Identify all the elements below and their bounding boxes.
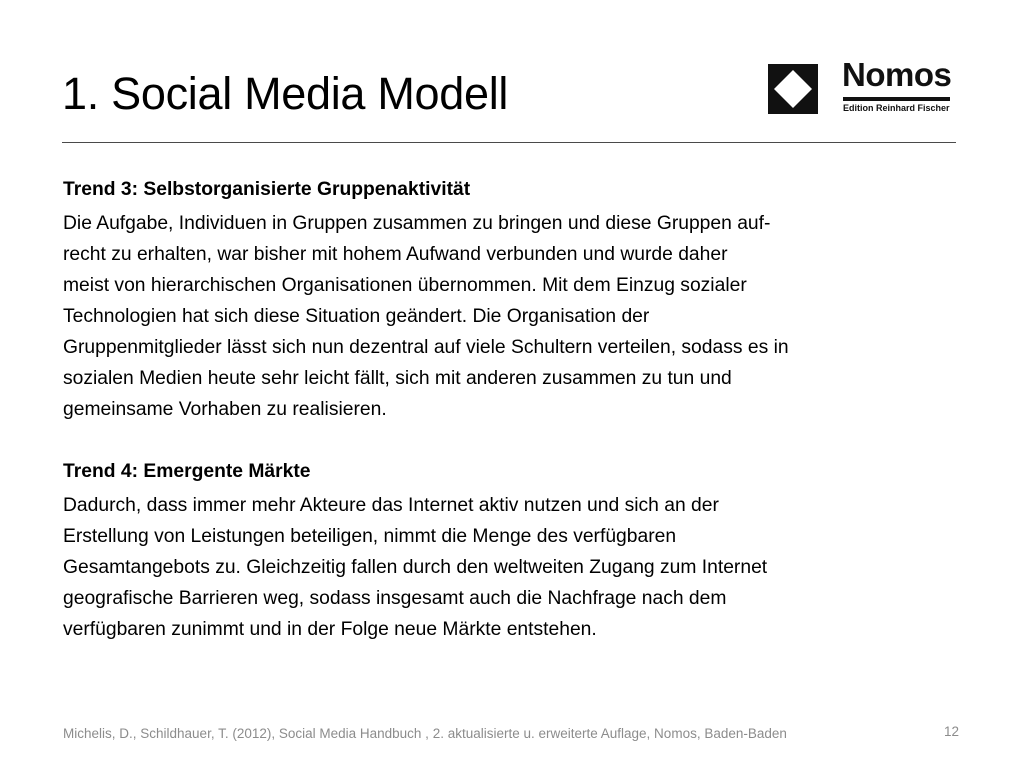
section-trend-3 [63, 174, 953, 425]
nomos-logo [768, 56, 958, 118]
paragraph-line: Technologien hat sich diese Situation geändert. Die Organisation der [63, 306, 650, 327]
paragraph-line: Dadurch, dass immer mehr Akteure das Internet aktiv nutzen und sich an der [63, 495, 719, 516]
paragraph-line: sozialen Medien heute sehr leicht fällt, sich mit anderen zusammen zu tun und [63, 368, 732, 389]
section-heading: Trend 4: Emergente Märkte [63, 461, 311, 482]
section-trend-4 [63, 456, 953, 645]
logo-underline [843, 97, 950, 101]
section-paragraph [63, 208, 953, 425]
title-divider [62, 142, 956, 143]
section-heading: Trend 3: Selbstorganisierte Gruppenaktivität [63, 179, 471, 200]
paragraph-line: recht zu erhalten, war bisher mit hohem Aufwand verbunden und wurde daher [63, 244, 728, 265]
paragraph-line: Erstellung von Leistungen beteiligen, nimmt die Menge des verfügbaren [63, 526, 677, 547]
paragraph-line: Die Aufgabe, Individuen in Gruppen zusammen zu bringen und diese Gruppen auf- [63, 213, 771, 234]
section-paragraph [63, 490, 953, 645]
paragraph-line: Gesamtangebots zu. Gleichzeitig fallen durch den weltweiten Zugang zum Internet [63, 557, 768, 578]
nomos-diamond-icon [768, 64, 818, 114]
slide-body [63, 174, 953, 645]
slide-title: 1. Social Media Modell [62, 68, 509, 119]
paragraph-line: geografische Barrieren weg, sodass insgesamt auch die Nachfrage nach dem [63, 588, 727, 609]
paragraph-line: Gruppenmitglieder lässt sich nun dezentral auf viele Schultern verteilen, sodass es in [63, 337, 789, 358]
citation-footer: Michelis, D., Schildhauer, T. (2012), Social Media Handbuch , 2. aktualisierte u. erweiterte Auflage, Nomos, Baden-Baden [63, 726, 787, 741]
page-number: 12 [944, 724, 960, 739]
logo-subtitle: Edition Reinhard Fischer [843, 103, 950, 113]
paragraph-line: verfügbaren zunimmt und in der Folge neue Märkte entstehen. [63, 619, 597, 640]
paragraph-line: meist von hierarchischen Organisationen übernommen. Mit dem Einzug sozialer [63, 275, 747, 296]
logo-wordmark: Nomos [842, 56, 952, 93]
paragraph-line: gemeinsame Vorhaben zu realisieren. [63, 399, 387, 420]
section-spacer [63, 425, 953, 456]
